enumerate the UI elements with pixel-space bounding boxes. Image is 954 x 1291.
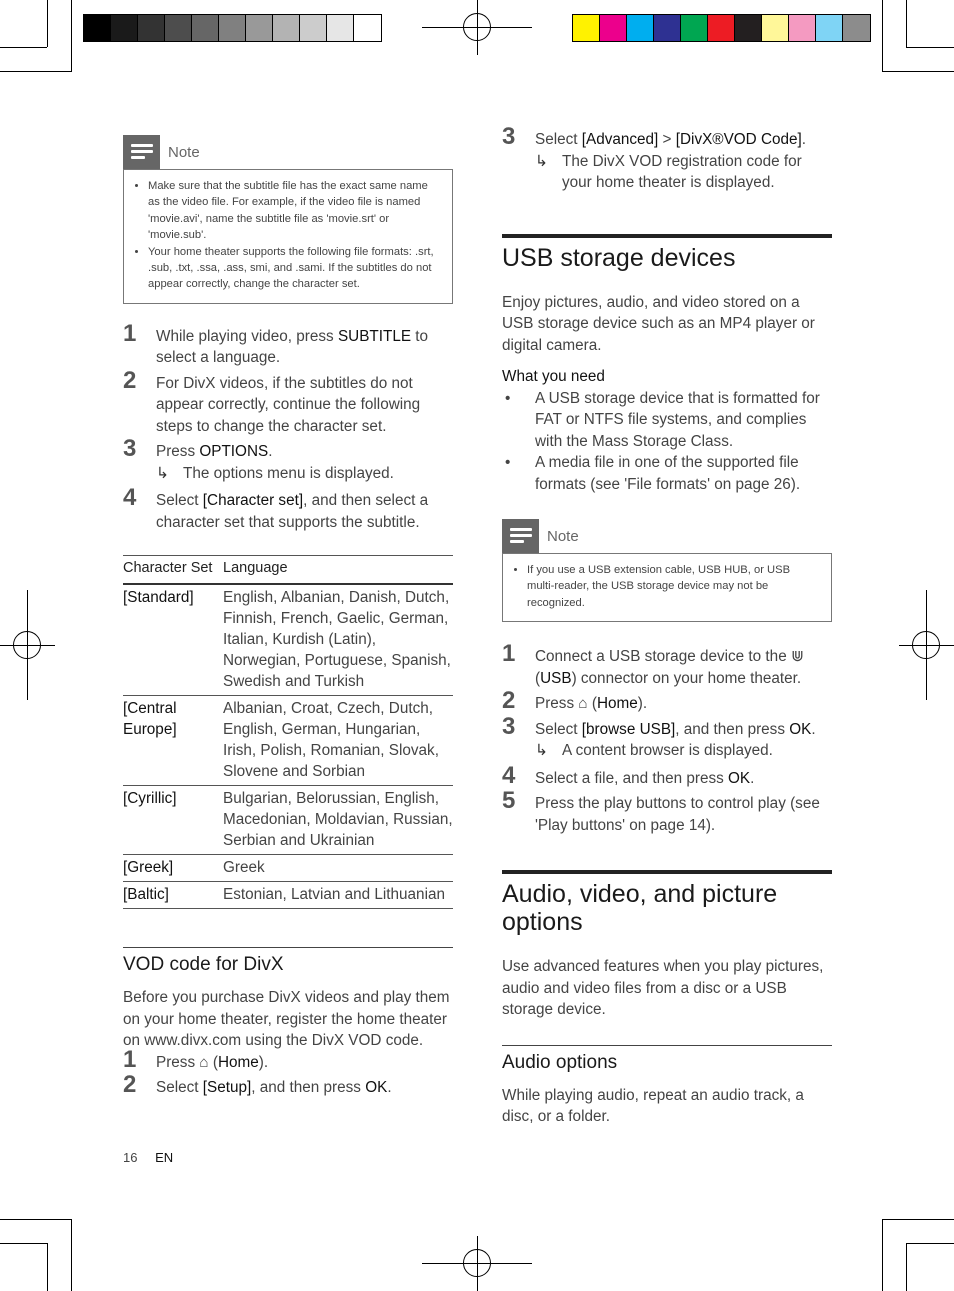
requirements-list	[502, 388, 832, 496]
color-swatch	[327, 15, 354, 41]
grayscale-calibration-bar	[83, 14, 382, 42]
color-swatch	[165, 15, 192, 41]
audio-options-heading: Audio options	[502, 1045, 832, 1075]
usb-steps	[502, 640, 832, 836]
what-you-need-title: What you need	[502, 368, 605, 385]
ok-key: OK	[365, 1079, 388, 1097]
color-swatch	[111, 15, 138, 41]
color-swatch	[708, 15, 735, 41]
list-item: • A USB storage device that is formatted for FAT or NTFS file systems, and complies with the Mass Storage Class.	[502, 388, 832, 453]
color-swatch	[627, 15, 654, 41]
usb-step-5: 5 Press the play buttons to control play (see 'Play buttons' on page 14).	[502, 787, 820, 834]
step-result: ↳ The options menu is displayed.	[156, 463, 453, 485]
table-header: Character Set	[123, 556, 223, 585]
vod-step-2: 2 Select [Setup], and then press OK.	[123, 1071, 392, 1099]
color-swatch	[246, 15, 273, 41]
usb-note-box	[502, 553, 832, 622]
vod-intro: Before you purchase DivX videos and play them on your home theater, register the home theater on www.divx.com using the DivX VOD code.	[123, 989, 450, 1050]
table-row: [Greek] Greek	[123, 855, 453, 882]
character-set-table	[123, 555, 453, 909]
browse-usb-option: [browse USB]	[581, 720, 676, 738]
usb-heading: USB storage devices	[502, 234, 832, 272]
table-row: [Central Europe] Albanian, Croat, Czech, Dutch, English, German, Hungarian, Irish, Polish, Romanian, Slovak, Slovene and Sorbian	[123, 696, 453, 786]
home-icon: ⌂	[199, 1053, 209, 1071]
list-item: • A media file in one of the supported file formats (see 'File formats' on page 26).	[502, 452, 832, 495]
note-header	[123, 135, 453, 169]
note-icon	[123, 135, 160, 169]
result-arrow-icon: ↳	[535, 152, 548, 170]
home-icon: ⌂	[578, 695, 588, 713]
audio-options-intro: While playing audio, repeat an audio track, a disc, or a folder.	[502, 1086, 804, 1126]
color-swatch	[219, 15, 246, 41]
usb-step-2: 2 Press ⌂ (Home).	[502, 687, 648, 715]
home-key: Home	[217, 1053, 259, 1071]
usb-step-3: 3 Select [browse USB], and then press OK. ↳ A content browser is displayed.	[502, 719, 832, 762]
vod-steps	[123, 1045, 453, 1099]
note-title: Note	[547, 528, 579, 545]
note-title: Note	[168, 144, 200, 161]
ok-key: OK	[789, 720, 812, 738]
table-header: Language	[223, 556, 453, 585]
avp-heading: Audio, video, and picture options	[502, 870, 832, 936]
page-number: 16	[123, 1150, 138, 1165]
vod-step-1: 1 Press ⌂ (Home).	[123, 1045, 269, 1073]
page-footer	[123, 1150, 187, 1165]
divx-vod-code-option: [DivX®VOD Code]	[675, 131, 802, 148]
result-arrow-icon: ↳	[156, 464, 169, 482]
color-swatch	[843, 15, 870, 41]
vod-step-3: 3 Select [Advanced] > [DivX®VOD Code]. ↳ The DivX VOD registration code for your home theater is displayed.	[502, 129, 832, 194]
step-3: 3 Press OPTIONS. ↳ The options menu is displayed.	[123, 441, 453, 484]
color-swatch	[735, 15, 762, 41]
color-swatch	[654, 15, 681, 41]
color-swatch	[681, 15, 708, 41]
usb-step-4: 4 Select a file, and then press OK.	[502, 761, 755, 789]
table-row: [Baltic] Estonian, Latvian and Lithuanian	[123, 882, 453, 909]
usb-step-1: 1 Connect a USB storage device to the ⋓ (USB) connector on your home theater.	[502, 640, 804, 687]
color-swatch	[273, 15, 300, 41]
result-arrow-icon: ↳	[535, 742, 548, 760]
step-1: 1 While playing video, press SUBTITLE to select a language.	[123, 319, 429, 367]
color-swatch	[789, 15, 816, 41]
color-swatch	[300, 15, 327, 41]
character-set-option: [Character set]	[202, 492, 304, 510]
right-column	[502, 123, 832, 1128]
setup-option: [Setup]	[202, 1079, 252, 1097]
left-column	[123, 135, 453, 1103]
registration-mark-bottom	[463, 1249, 491, 1277]
note-box	[123, 169, 453, 304]
subtitle-steps	[123, 319, 453, 534]
advanced-option: [Advanced]	[581, 131, 659, 148]
note-list	[124, 170, 452, 303]
color-swatch	[84, 15, 111, 41]
ok-key: OK	[728, 769, 751, 787]
note-item: • Your home theater supports the following file formats: .srt, .sub, .txt, .ssa, .ass, smi, and .sami. If the subtitles do not appear correctly, change the character set.	[148, 244, 440, 293]
registration-mark-left	[13, 631, 41, 659]
color-calibration-bar	[572, 14, 871, 42]
color-swatch	[192, 15, 219, 41]
language-code: EN	[155, 1150, 174, 1165]
home-key: Home	[596, 695, 638, 713]
options-key: OPTIONS	[199, 443, 269, 461]
avp-intro: Use advanced features when you play pictures, audio and video files from a disc or a USB storage device.	[502, 958, 824, 1019]
color-swatch	[816, 15, 843, 41]
note-item: • Make sure that the subtitle file has the exact same name as the video file. For example, if the video file is named 'movie.avi', name the subtitle file as 'movie.srt' or 'movie.sub'.	[148, 178, 440, 244]
table-row: [Cyrillic] Bulgarian, Belorussian, English, Macedonian, Moldavian, Russian, Serbian and Ukrainian	[123, 786, 453, 855]
usb-intro: Enjoy pictures, audio, and video stored on a USB storage device such as an MP4 player or digital camera.	[502, 293, 815, 354]
step-result: ↳ The DivX VOD registration code for your home theater is displayed.	[535, 152, 802, 191]
step-4: 4 Select [Character set], and then select a character set that supports the subtitle.	[123, 484, 429, 531]
note-icon	[502, 519, 539, 553]
color-swatch	[138, 15, 165, 41]
step-2: 2 For DivX videos, if the subtitles do not appear correctly, continue the following steps to change the character set.	[123, 366, 421, 435]
registration-mark-right	[912, 631, 940, 659]
color-swatch	[600, 15, 627, 41]
usb-note-header	[502, 519, 832, 553]
color-swatch	[573, 15, 600, 41]
color-swatch	[354, 15, 381, 41]
table-row: [Standard] English, Albanian, Danish, Dutch, Finnish, French, Gaelic, German, Italian, Kurdish (Latin), Norwegian, Portuguese, Spanish, Swedish and Turkish	[123, 584, 453, 696]
registration-mark-top	[463, 13, 491, 41]
vod-heading: VOD code for DivX	[123, 947, 453, 977]
color-swatch	[762, 15, 789, 41]
subtitle-key: SUBTITLE	[337, 327, 412, 345]
usb-icon: ⋓	[790, 648, 804, 666]
note-item: • If you use a USB extension cable, USB HUB, or USB multi-reader, the USB storage device may not be recognized.	[527, 562, 819, 611]
step-result: ↳ A content browser is displayed.	[535, 740, 832, 762]
usb-key: USB	[540, 669, 572, 687]
